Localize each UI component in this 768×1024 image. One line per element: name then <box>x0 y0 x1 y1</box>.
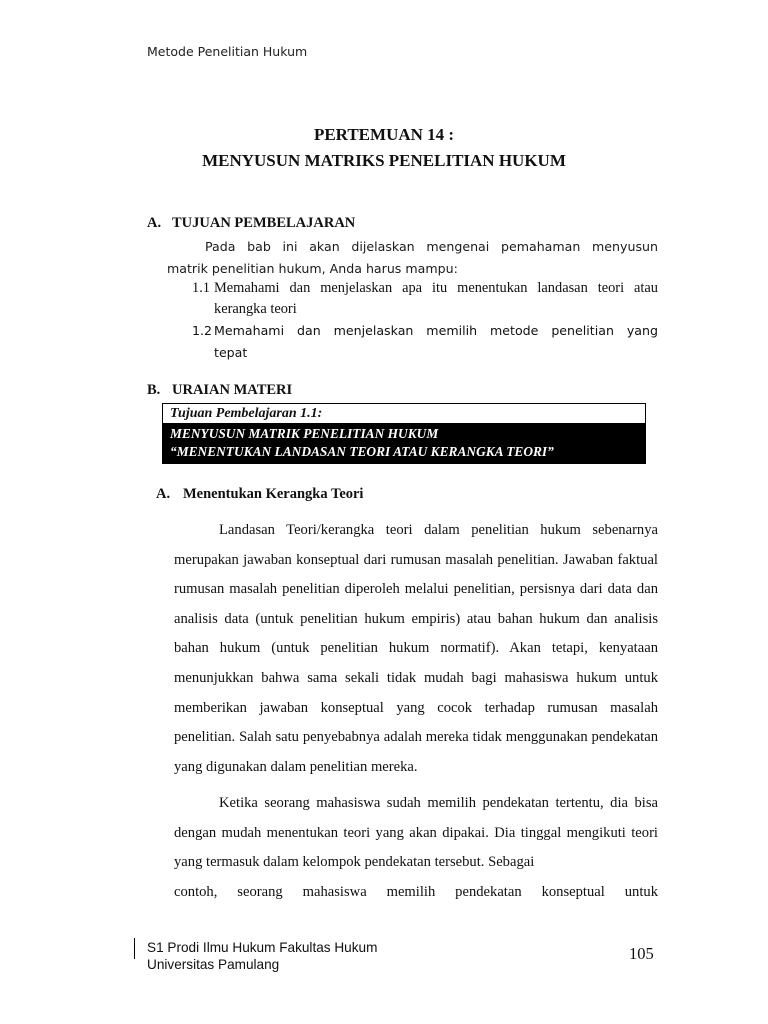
section-a-heading <box>147 215 355 232</box>
body-paragraph-2 <box>174 789 658 907</box>
chapter-title <box>0 122 768 174</box>
paragraph-2-last-line: contoh, seorang mahasiswa memilih pendekatan konseptual untuk <box>174 883 658 900</box>
intro-line2: matrik penelitian hukum, Anda harus mampu: <box>167 261 458 276</box>
footer-line2: Universitas Pamulang <box>147 957 280 972</box>
page-number: 105 <box>629 944 654 963</box>
box-highlight <box>163 423 645 463</box>
section-b-heading <box>147 382 292 399</box>
chapter-title-line2: MENYUSUN MATRIKS PENELITIAN HUKUM <box>202 151 566 170</box>
box-line1: MENYUSUN MATRIK PENELITIAN HUKUM <box>170 426 439 441</box>
objective-item <box>192 278 658 320</box>
section-a-title: TUJUAN PEMBELAJARAN <box>172 215 356 231</box>
subsection-title: Menentukan Kerangka Teori <box>183 486 364 502</box>
learning-objective-box <box>162 403 646 464</box>
body-paragraph-1 <box>174 516 658 782</box>
objective-text-line1: Memahami dan menjelaskan memilih metode penelitian yang <box>214 323 658 338</box>
box-label: Tujuan Pembelajaran 1.1: <box>163 404 645 423</box>
footer-divider <box>134 938 135 959</box>
objective-number: 1.2 <box>192 323 213 338</box>
objective-text-line2: kerangka teori <box>214 301 297 317</box>
subsection-heading <box>156 486 363 503</box>
paragraph-1-text: Landasan Teori/kerangka teori dalam penelitian hukum sebenarnya merupakan jawaban konseptual dari rumusan masalah penelitian. Jawaban faktual rumusan masalah penelitian diperoleh melalui penelitian, persisnya dari data dan analisis data (untuk penelitian hukum empiris) atau bahan hukum dan analisis bahan hukum (untuk penelitian hukum normatif). Akan tetapi, kenyataan menunjukkan bahwa sama sekali tidak mudah bagi mahasiswa hukum untuk memberikan jawaban konseptual yang cocok terhadap rumusan masalah penelitian. Salah satu penyebabnya adalah mereka tidak menggunakan pendekatan yang digunakan dalam penelitian mereka. <box>174 522 658 775</box>
section-b-title: URAIAN MATERI <box>172 382 293 398</box>
objective-number: 1.1 <box>192 280 210 296</box>
footer-line1: S1 Prodi Ilmu Hukum Fakultas Hukum <box>147 940 378 955</box>
chapter-title-line1: PERTEMUAN 14 : <box>313 125 455 144</box>
footer-institution <box>147 939 377 973</box>
objective-text-line2: tepat <box>214 345 248 360</box>
section-b-letter: B. <box>147 382 161 398</box>
box-line2: “MENENTUKAN LANDASAN TEORI ATAU KERANGKA TEORI” <box>170 444 554 459</box>
objective-item <box>192 320 658 364</box>
intro-line1: Pada bab ini akan dijelaskan mengenai pemahaman menyusun <box>205 239 658 254</box>
section-a-letter: A. <box>147 215 162 231</box>
subsection-letter: A. <box>156 486 171 502</box>
learning-objectives-intro <box>167 236 658 280</box>
objective-text-line1: Memahami dan menjelaskan apa itu menentukan landasan teori atau <box>214 280 658 296</box>
running-header: Metode Penelitian Hukum <box>147 44 308 59</box>
paragraph-2-text: Ketika seorang mahasiswa sudah memilih pendekatan tertentu, dia bisa dengan mudah menentukan teori yang akan dipakai. Dia tinggal mengikuti teori yang termasuk dalam kelompok pendekatan tersebut. Sebagai <box>174 795 658 871</box>
